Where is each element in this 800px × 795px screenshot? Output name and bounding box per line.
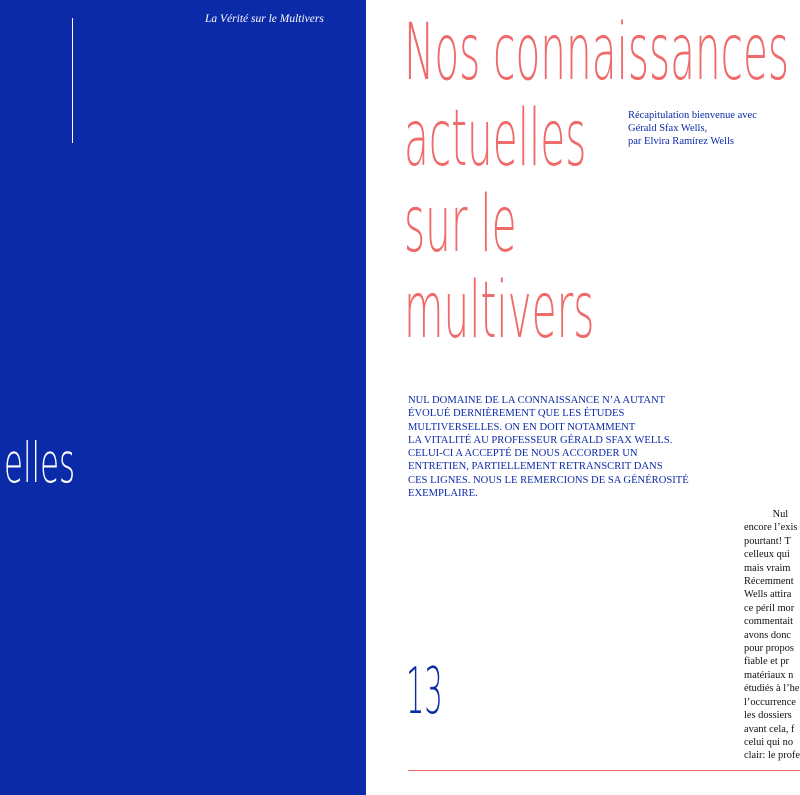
page-number: 13 — [406, 655, 443, 729]
body-line: encore l’exis — [744, 522, 798, 534]
body-line: matériaux n — [744, 669, 794, 681]
body-line: mais vraim — [744, 562, 791, 574]
intro-line: CELUI-CI A ACCEPTÉ DE NOUS ACCORDER UN — [408, 448, 638, 460]
right-page — [366, 0, 800, 795]
credit-line: Gérald Sfax Wells, — [628, 123, 708, 134]
body-line: Récemment — [744, 576, 794, 588]
credit-line: Récapitulation bienvenue avec — [628, 110, 757, 121]
body-line: l’occurrence — [744, 696, 796, 708]
body-line: étudiés à l’he — [744, 683, 800, 695]
intro-line: ENTRETIEN, PARTIELLEMENT RETRANSCRIT DANS — [408, 461, 663, 473]
intro-paragraph — [408, 394, 718, 500]
body-line: celui qui no — [744, 736, 794, 748]
title-line: Nos connaissances — [404, 8, 790, 98]
body-line: celleux qui — [744, 549, 790, 561]
body-column — [744, 508, 800, 763]
title-line: multivers — [404, 266, 595, 356]
bottom-rule — [408, 770, 800, 771]
body-line: les dossiers — [744, 710, 792, 722]
intro-line: CES LIGNES. NOUS LE REMERCIONS DE SA GÉNÉROSITÉ — [408, 474, 689, 486]
intro-line: EXEMPLAIRE. — [408, 488, 478, 500]
running-head: La Vérité sur le Multivers — [205, 13, 324, 25]
body-line: fiable et pr — [744, 656, 790, 668]
credit-line: par Elvira Ramírez Wells — [628, 136, 734, 147]
spill-word: elles — [4, 431, 76, 495]
body-line: pourtant! T — [744, 535, 791, 547]
title-line: actuelles — [404, 94, 587, 184]
body-line: ce péril mor — [744, 602, 795, 614]
body-line: Nul — [744, 509, 789, 520]
body-line: avant cela, f — [744, 723, 795, 735]
body-line: avons donc — [744, 629, 792, 641]
intro-line: NUL DOMAINE DE LA CONNAISSANCE N’A AUTANT — [408, 395, 666, 406]
article-title — [404, 10, 789, 354]
vertical-rule — [72, 18, 73, 143]
intro-line: MULTIVERSELLES. ON EN DOIT NOTAMMENT — [408, 421, 636, 433]
body-line: Wells attira — [744, 589, 792, 601]
article-credits — [628, 109, 757, 148]
left-page — [0, 0, 366, 795]
intro-line: ÉVOLUÉ DERNIÈREMENT QUE LES ÉTUDES — [408, 408, 625, 420]
body-line: clair: le profe — [744, 750, 800, 762]
intro-line: LA VITALITÉ AU PROFESSEUR GÉRALD SFAX WELLS. — [408, 434, 673, 446]
body-line: pour propos — [744, 643, 794, 655]
body-line: commentait — [744, 616, 794, 628]
title-line: sur le — [404, 180, 517, 270]
